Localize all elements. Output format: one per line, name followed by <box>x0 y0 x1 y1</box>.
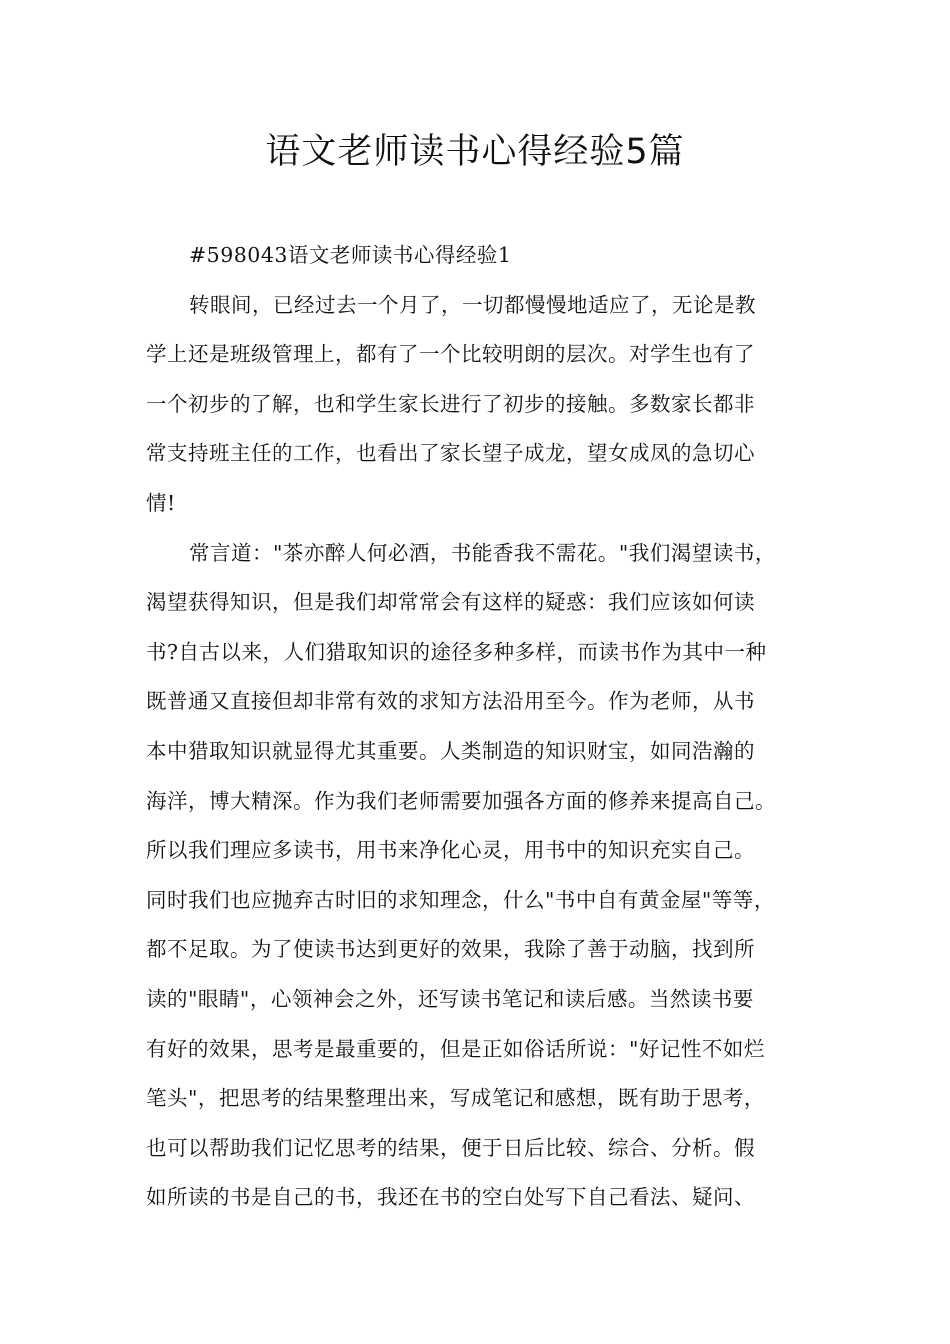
paragraph-line: 同时我们也应抛弃古时旧的求知理念，什么"书中自有黄金屋"等等， <box>146 887 775 912</box>
paragraph-line: 常支持班主任的工作，也看出了家长望子成龙，望女成凤的急切心 <box>146 441 755 466</box>
paragraph-line: 读的"眼睛"，心领神会之外，还写读书笔记和读后感。当然读书要 <box>146 986 754 1011</box>
paragraph-line: 常言道："茶亦醉人何必酒，书能香我不需花。"我们渴望读书， <box>189 540 776 565</box>
paragraph-line: 渴望获得知识，但是我们却常常会有这样的疑惑：我们应该如何读 <box>146 590 755 615</box>
paragraph-line: 也可以帮助我们记忆思考的结果，便于日后比较、综合、分析。假 <box>146 1135 755 1160</box>
paragraph-line: 转眼间，已经过去一个月了，一切都慢慢地适应了，无论是教 <box>189 292 756 317</box>
paragraph-line: 情! <box>146 490 176 515</box>
paragraph-line: 既普通又直接但却非常有效的求知方法沿用至今。作为老师，从书 <box>146 689 755 714</box>
paragraph-line: 有好的效果，思考是最重要的，但是正如俗话所说："好记性不如烂 <box>146 1036 765 1061</box>
paragraph-line: 本中猎取知识就显得尤其重要。人类制造的知识财宝，如同浩瀚的 <box>146 738 755 763</box>
paragraph-line: 如所读的书是自己的书，我还在书的空白处写下自己看法、疑问、 <box>146 1185 755 1210</box>
paragraph-line: 海洋，博大精深。作为我们老师需要加强各方面的修养来提高自己。 <box>146 788 776 813</box>
paragraph-line: 都不足取。为了使读书达到更好的效果，我除了善于动脑，找到所 <box>146 937 755 962</box>
paragraph-line: 书?自古以来，人们猎取知识的途径多种多样，而读书作为其中一种 <box>146 639 767 664</box>
paragraph-line: 一个初步的了解，也和学生家长进行了初步的接触。多数家长都非 <box>146 391 755 416</box>
section-heading: #598043语文老师读书心得经验1 <box>189 243 512 267</box>
paragraph-line: 笔头"，把思考的结果整理出来，写成笔记和感想，既有助于思考， <box>146 1086 765 1111</box>
document-title: 语文老师读书心得经验5篇 <box>265 132 685 172</box>
paragraph-line: 学上还是班级管理上，都有了一个比较明朗的层次。对学生也有了 <box>146 342 755 367</box>
document-body <box>146 231 808 1223</box>
paragraph-line: 所以我们理应多读书，用书来净化心灵，用书中的知识充实自己。 <box>146 838 755 863</box>
